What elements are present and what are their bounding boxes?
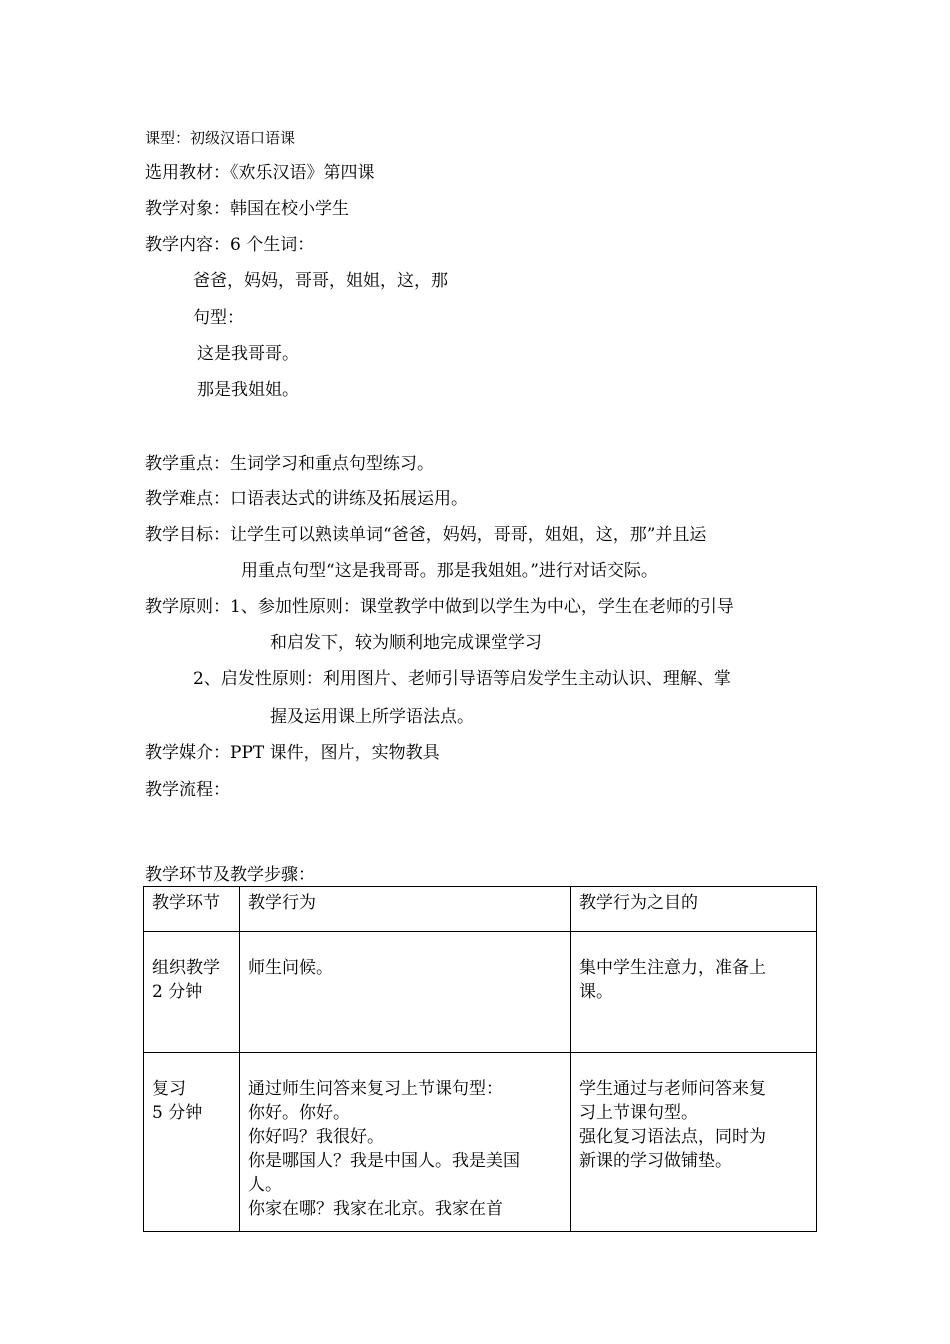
- vocabulary-words: 爸爸，妈妈，哥哥，姐姐，这，那: [193, 271, 448, 291]
- table-row: [144, 1053, 817, 1232]
- teaching-steps-table: [143, 886, 817, 1232]
- stage-name: 组织教学: [152, 958, 220, 978]
- principle-line-1: 教学原则：1、参加性原则：课堂教学中做到以学生为中心，学生在老师的引导: [145, 597, 734, 617]
- purpose-cell: [571, 1053, 817, 1232]
- stage-cell: [144, 1053, 240, 1232]
- purpose-cell: [571, 932, 817, 1053]
- action-line: 你家在哪？我家在北京。我家在首: [248, 1199, 503, 1219]
- table-header-row: [144, 887, 817, 932]
- goal-line-2: 用重点句型“这是我哥哥。那是我姐姐。”进行对话交际。: [241, 561, 658, 581]
- action-line: 你好。你好。: [248, 1103, 350, 1123]
- purpose-line: 课。: [579, 982, 613, 1002]
- goal-line-1: 教学目标：让学生可以熟读单词“爸爸，妈妈，哥哥，姐姐，这，那”并且运: [145, 525, 707, 545]
- action-line: 师生问候。: [248, 958, 333, 978]
- action-cell: [240, 932, 571, 1053]
- process-label: 教学流程：: [145, 780, 230, 800]
- action-line: 你是哪国人？我是中国人。我是美国: [248, 1151, 520, 1171]
- table-row: [144, 932, 817, 1053]
- table-caption: 教学环节及教学步骤：: [145, 865, 315, 885]
- course-type: 课型：初级汉语口语课: [145, 129, 296, 147]
- stage-duration: 2 分钟: [152, 982, 203, 1002]
- content-label: 教学内容：6 个生词：: [145, 235, 315, 255]
- header-stage: 教学环节: [144, 887, 240, 932]
- purpose-line: 强化复习语法点，同时为: [579, 1127, 766, 1147]
- stage-name: 复习: [152, 1079, 186, 1099]
- header-action: 教学行为: [240, 887, 571, 932]
- purpose-line: 学生通过与老师问答来复: [579, 1079, 766, 1099]
- purpose-line: 习上节课句型。: [579, 1103, 698, 1123]
- header-purpose: 教学行为之目的: [571, 887, 817, 932]
- action-cell: [240, 1053, 571, 1232]
- purpose-line: 新课的学习做铺垫。: [579, 1151, 732, 1171]
- principle2-line-2: 握及运用课上所学语法点。: [270, 707, 474, 727]
- pattern-sentence-1: 这是我哥哥。: [197, 344, 299, 364]
- stage-duration: 5 分钟: [152, 1103, 203, 1123]
- audience: 教学对象：韩国在校小学生: [145, 199, 349, 219]
- purpose-line: 集中学生注意力，准备上: [579, 958, 766, 978]
- media: 教学媒介：PPT 课件，图片，实物教具: [145, 743, 440, 763]
- stage-cell: [144, 932, 240, 1053]
- action-line: 通过师生问答来复习上节课句型：: [248, 1079, 503, 1099]
- key-points: 教学重点：生词学习和重点句型练习。: [145, 454, 434, 474]
- textbook: 选用教材：《欢乐汉语》第四课: [145, 163, 375, 183]
- difficulties: 教学难点：口语表达式的讲练及拓展运用。: [145, 489, 468, 509]
- pattern-label: 句型：: [193, 308, 244, 328]
- principle2-line-1: 2、启发性原则：利用图片、老师引导语等启发学生主动认识、理解、掌: [193, 669, 731, 689]
- action-line: 人。: [248, 1175, 282, 1195]
- pattern-sentence-2: 那是我姐姐。: [197, 380, 299, 400]
- principle-line-2: 和启发下，较为顺利地完成课堂学习: [270, 633, 542, 653]
- action-line: 你好吗？我很好。: [248, 1127, 384, 1147]
